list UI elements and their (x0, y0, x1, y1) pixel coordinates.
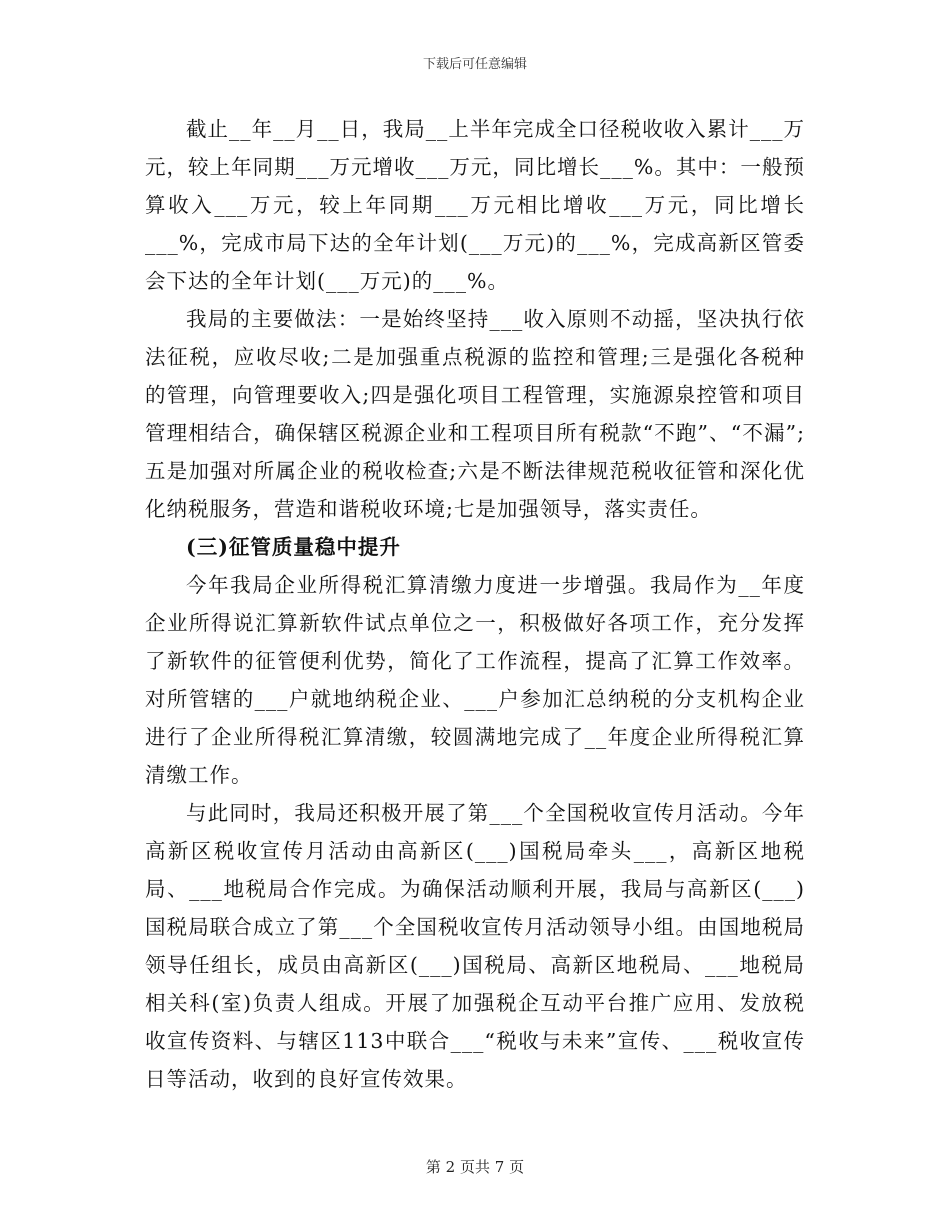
page-header-note: 下载后可任意编辑 (422, 57, 527, 72)
paragraph-income-tax-settlement: 今年我局企业所得税汇算清缴力度进一步增强。我局作为__年度企业所得说汇算新软件试点单位之一，积极做好各项工作，充分发挥了新软件的征管便利优势，简化了工作流程，提高了汇算工作效率。对所管辖的___户就地纳税企业、___户参加汇总纳税的分支机构企业进行了企业所得税汇算清缴，较圆满地完成了__年度企业所得税汇算清缴工作。 (145, 573, 805, 787)
document-body (145, 110, 805, 1098)
paragraph-revenue-summary: 截止__年__月__日，我局__上半年完成全口径税收收入累计___万元，较上年同期___万元增收___万元，同比增长___%。其中：一般预算收入___万元，较上年同期___万元相比增收___万元，同比增长___%，完成市局下达的全年计划(___万元)的___%，完成高新区管委会下达的全年计划(___万元)的___%。 (145, 117, 805, 293)
paragraph-tax-publicity-month: 与此同时，我局还积极开展了第___个全国税收宣传月活动。今年高新区税收宣传月活动由高新区(___)国税局牵头___，高新区地税局、___地税局合作完成。为确保活动顺利开展，我局与高新区(___)国税局联合成立了第___个全国税收宣传月活动领导小组。由国地税局领导任组长，成员由高新区(___)国税局、高新区地税局、___地税局相关科(室)负责人组成。开展了加强税企互动平台推广应用、发放税收宣传资料、与辖区113中联合___“税收与未来”宣传、___税收宣传日等活动，收到的良好宣传效果。 (145, 801, 805, 1091)
section-heading: (三)征管质量稳中提升 (186, 535, 401, 559)
page-footer-number: 第 2 页共 7 页 (425, 1158, 525, 1176)
paragraph-main-practices: 我局的主要做法：一是始终坚持___收入原则不动摇，坚决执行依法征税，应收尽收;二是加强重点税源的监控和管理;三是强化各税种的管理，向管理要收入;四是强化项目工程管理，实施源泉控管和项目管理相结合，确保辖区税源企业和工程项目所有税款“不跑”、“不漏”;五是加强对所属企业的税收检查;六是不断法律规范税收征管和深化优化纳税服务，营造和谐税收环境;七是加强领导，落实责任。 (145, 307, 805, 521)
